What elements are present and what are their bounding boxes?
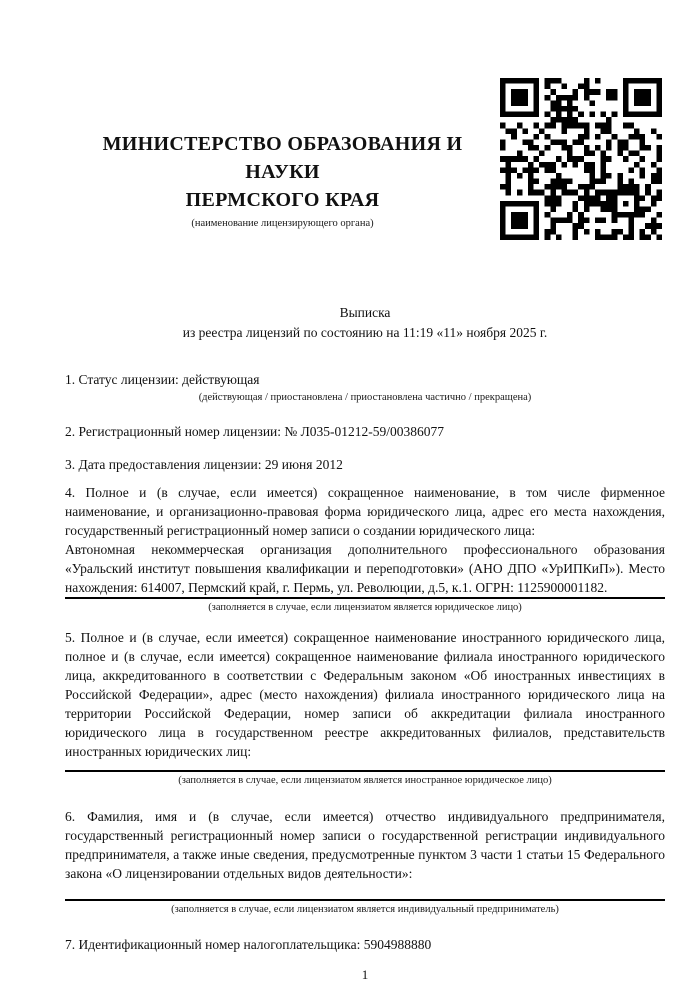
title-line2-date: из реестра лицензий по состоянию на 11:19 «11» ноября 2025 г. (182, 325, 548, 340)
legal-entity-value: Автономная некоммерческая организация дополнительного профессионального образования «Уральский институт повышения квалификации и переподготовки» (АНО ДПО «УрИПКиП»). Место нахождения: 614007, Пермский край, г. Пермь, ул. Революции, д.5, к.1. ОГРН: 1125900001182. (65, 542, 665, 595)
legal-entity-caption: (заполняется в случае, если лицензиатом является юридическое лицо) (208, 602, 522, 613)
license-status-text: 1. Статус лицензии: действующая (65, 372, 260, 387)
license-grant-date-text: 3. Дата предоставления лицензии: 29 июня 2012 (65, 457, 343, 472)
item-taxpayer-number (65, 935, 665, 954)
legal-entity-fill-line (65, 597, 665, 599)
legal-entity-label: 4. Полное и (в случае, если имеется) сокращенное наименование, в том числе фирменное наименование, и организационно-правовая форма юридического лица, адрес его места нахождения, государственный регистрационный номер записи о создании юридического лица: (65, 485, 665, 538)
ministry-name-line1: МИНИСТЕРСТВО ОБРАЗОВАНИЯ И НАУКИ (102, 133, 463, 183)
taxpayer-number-text: 7. Идентификационный номер налогоплательщика: 5904988880 (65, 937, 432, 952)
item-individual-entrepreneur (65, 807, 665, 917)
document-header (65, 78, 662, 240)
registration-number-text: 2. Регистрационный номер лицензии: № Л035-01212-59/00386077 (65, 424, 445, 439)
foreign-legal-entity-fill-line (65, 770, 665, 772)
item-license-status (65, 370, 665, 405)
item-foreign-legal-entity (65, 628, 665, 788)
ministry-name-line2: ПЕРМСКОГО КРАЯ (185, 189, 380, 211)
foreign-legal-entity-caption: (заполняется в случае, если лицензиатом является иностранное юридическое лицо) (178, 775, 552, 786)
foreign-legal-entity-label: 5. Полное и (в случае, если имеется) сокращенное наименование иностранного юридического лица, полное и (в случае, если имеется) сокращенное наименование филиала иностранного юридического лица, аккредитованного в соответствии с Федеральным законом «Об иностранных инвестициях в Российской Федерации», адрес (место нахождения) филиала иностранного юридического лица на территории Российской Федерации, номер записи об аккредитации филиала иностранного юридического лица в государственном реестре аккредитованных филиалов, представительств иностранных юридических лиц: (65, 630, 665, 759)
page-number: 1 (361, 967, 369, 982)
item-license-grant-date (65, 455, 665, 474)
document-body (0, 303, 700, 983)
license-status-options-caption: (действующая / приостановлена / приостановлена частично / прекращена) (198, 392, 532, 403)
individual-entrepreneur-caption: (заполняется в случае, если лицензиатом является индивидуальный предприниматель) (171, 904, 559, 915)
licensing-authority-block (65, 78, 500, 231)
document-title (65, 303, 665, 343)
item-registration-number (65, 422, 665, 441)
item-legal-entity (65, 483, 665, 615)
qr-code-icon (500, 78, 662, 240)
individual-entrepreneur-label: 6. Фамилия, имя и (в случае, если имеется) отчество индивидуального предпринимателя, государственный регистрационный номер записи о государственной регистрации индивидуального предпринимателя, а также иные сведения, предусмотренные пунктом 3 части 1 статьи 15 Федерального закона «О лицензировании отдельных видов деятельности»: (65, 809, 665, 881)
individual-entrepreneur-fill-line (65, 899, 665, 901)
licensing-authority-caption: (наименование лицензирующего органа) (191, 218, 374, 229)
title-line1: Выписка (339, 305, 391, 320)
